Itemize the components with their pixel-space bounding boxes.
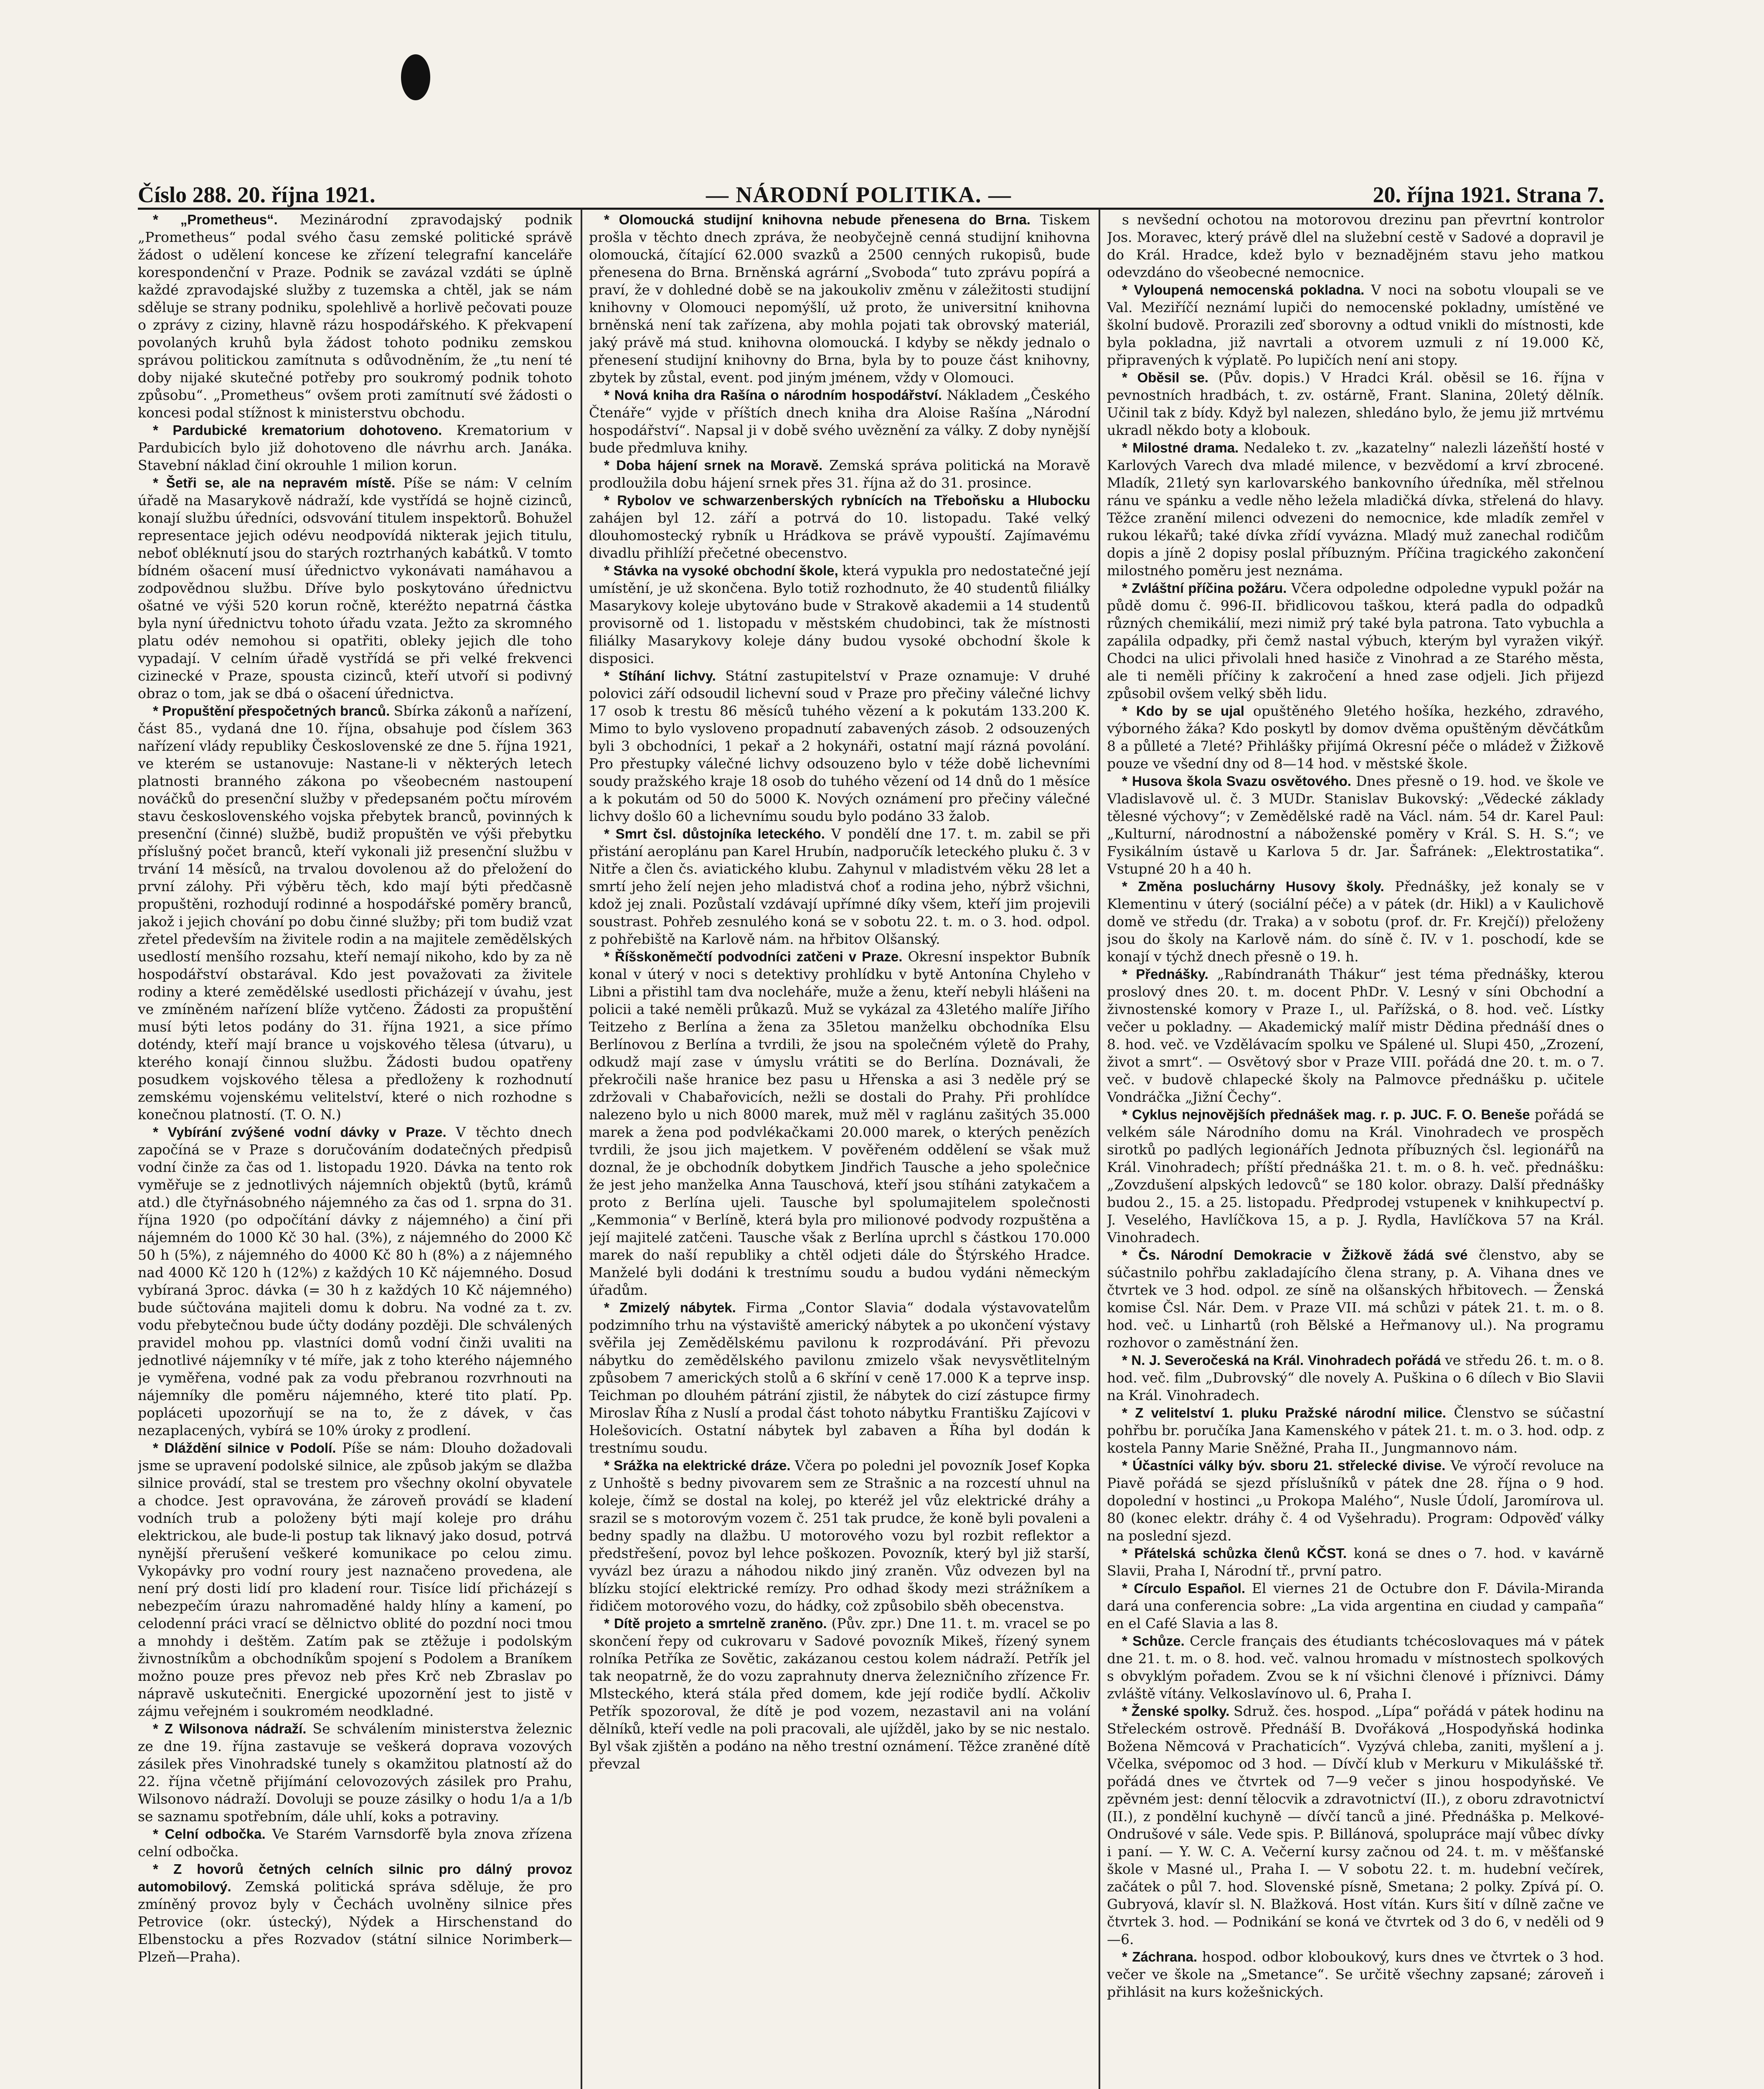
article <box>1107 579 1604 702</box>
article-title: * N. J. Severočeská na Král. Vinohradech pořádá <box>1122 1352 1445 1368</box>
article-title: * Z Wilsonova nádraží. <box>153 1721 313 1736</box>
article-body: V těchto dnech započíná se v Praze s doručováním dodatečných předpisů vodní činže za čas od 1. listopadu 1920. Dávka na tento rok vyměřuje se z jednotlivých nájemních objektů (bytů, krámů atd.) dle čtyřnásobného nájemného za čas od 1. srpna do 31. října 1920 (po odpočítání dávky z nájemného) a činí při nájemném do 1000 Kč 30 hal. (3%), z nájemného do 2000 Kč 50 h (5%), z nájemného do 4000 Kč 80 h (8%) a z nájemného nad 4000 Kč 120 h (12%) z každých 10 Kč nájemného. Dosud vybíraná 3proc. dávka (= 30 h z každých 10 Kč nájemného) bude súčtována majiteli domu k dobru. Na vodné za t. zv. vodu přebytečnou bude účty dodány později. Dle schválených pravidel mohou pp. vlastníci domů vodní činži uvaliti na jednotlivé nájemníky v té míře, jak z toho kterého nájemného je vyměřena, vodné pak za vodu přebranou rozvrhnouti na nájemníky dle poměru nájemného, které tito platí. Pp. popláceti upozorňují se na to, že z dávek, v čas nezaplacených, vybírá se 10% úroky z prodlení. <box>138 1124 572 1438</box>
article-body: Včera po poledni jel povozník Josef Kopka z Unhoště s bedny pivovarem sem ze Strašnic a na rozcestí uhnul na koleje, čímž se dostal na kolej, po kteréž jel vůz elektrické dráhy a srazil se s motorovým vozem č. 251 tak prudce, že koně byli povaleni a bedny spadly na dlažbu. U motorového vozu byl rozbit reflektor a předstřešení, povoz byl lehce poškozen. Povozník, který byl již starší, vyvázl bez úrazu a náhodou nikdo jiný zraněn. Vůz odvezen byl na blízku stojící elektrické remízy. Pro odhad škody mezi strážníkem a řidičem motorového vozu, do hádky, což způsobilo sběh obecenstva. <box>589 1457 1090 1614</box>
article-title: * Srážka na elektrické dráze. <box>604 1458 795 1473</box>
article-body: Státní zastupitelství v Praze oznamuje: V druhé polovici září odsoudil lichevní soud v Praze pro přečiny válečné lichvy 17 osob k trestu 86 měsíců tuhého vězení a k pokutám 133.200 K. Mimo to bylo vysloveno propadnutí zabavených zásob. 2 odsouzených byli 3 obchodníci, 1 pekař a 2 hokynáři, ostatní mají rázná povolání. Pro přestupky válečné lichvy odsouzeno bylo v téže době lichevními soudy pražského kraje 18 osob do tuhého vězení od 14 dnů do 1 měsíce a k pokutám od 50 do 5000 K. Nových oznámení pro přečiny válečné lichvy došlo 60 a lichevnímu soudu bylo podáno 33 žalob. <box>589 668 1090 824</box>
article <box>138 211 572 422</box>
article-body: Mezinárodní zpravodajský podnik „Prometheus“ podal svého času zemské politické správě žádost o udělení koncese ke zřízení telegrafní kanceláře korespondenční v Praze. Podnik se zavázal vzdáti se úplně každé zpravodajské služby z tuzemska a chtěl, jak se nám sděluje se strany podniku, spolehlivě a horlivě pečovati pouze o zprávy z ciziny, hlavně rázu hospodářského. K překvapení povolaných kruhů byla žádost tohoto podniku zemskou správou politickou zamítnuta s odůvodněním, že „tu není té doby nijaké skutečné potřeby pro soukromý podnik tohoto způsobu“. „Prometheus“ ovšem proti zamítnutí své žádosti o koncesi podal stížnost k ministerstvu obchodu. <box>138 211 572 421</box>
article-title: * Zmizelý nábytek. <box>604 1300 746 1315</box>
article-body: V noci na sobotu vloupali se ve Val. Meziříčí neznámí lupiči do nemocenské pokladny, umístěné ve školní budově. Prorazili zeď sborovny a odtud vnikli do místnosti, kde byla pokladna, již navrtali a otvorem uzmuli z ní 19.000 Kč, připravených k výplatě. Po lupičích není ani stopy. <box>1107 282 1604 368</box>
article <box>1107 1632 1604 1703</box>
article <box>1107 773 1604 878</box>
article-title: * Olomoucká studijní knihovna nebude přenesena do Brna. <box>604 212 1040 227</box>
article <box>589 667 1090 825</box>
article-body: koná se dnes o 7. hod. v kavárně Slavii, Praha I, Národní tř., první patro. <box>1107 1545 1604 1579</box>
article-title: * Čs. Národní Demokracie v Žižkově žádá své <box>1122 1247 1479 1263</box>
column-1 <box>138 211 572 2089</box>
article <box>589 211 1090 386</box>
article-title: * Účastníci války býv. sboru 21. střelecké divise. <box>1122 1458 1451 1473</box>
article <box>589 1457 1090 1615</box>
article <box>1107 211 1604 281</box>
article <box>1107 1404 1604 1457</box>
article-title: * Pardubické krematorium dohotoveno. <box>153 422 457 438</box>
article-title: * Záchrana. <box>1122 1949 1202 1964</box>
article <box>138 474 572 702</box>
article-body: členstvo, aby se súčastnilo pohřbu zakladajícího člena strany, p. A. Vihana dnes ve čtvrtek ve 3 hod. odpol. ze síně na olšanských hřbitovech. — Ženská komise Čsl. Nár. Dem. v Praze VII. má schůzi v pátek 21. t. m. o 8. hod. več. u Linhartů (roh Bělské a Heřmanovy ul.). Na programu rozhovor o zaměstnání žen. <box>1107 1247 1604 1351</box>
article-body: Okresní inspektor Bubník konal v úterý v noci s detektivy prohlídku v bytě Antonína Chyleho v Libni a přistihl tam dva nocleháře, muže a ženu, kteří nebyli hlášeni na policii a také neměli průkazů. Muž se vykázal za 43letého malíře Jiřího Teitzeho z Berlína a žena za 35letou manželku obchodníka Elsu Berlínovou z Berlína a tvrdili, že jsou na společném výletě do Prahy, odkudž mají zase v úmyslu vrátiti se do Berlína. Doznávali, že překročili naše hranice bez pasu u Hřenska a asi 3 neděle prý se zdržovali v Chabařovicích, nežli se dostali do Prahy. Při prohlídce nalezeno bylo u nich 8000 marek, muž měl v raglánu zašitých 35.000 marek a žena pod podvlékačkami 20.000 marek, o kterých penězích tvrdili, že jsou jich majetkem. V pověřeném oddělení se však muž doznal, že je obchodník dobytkem Jindřich Tausche a jeho společnice že jest jeho manželka Anna Tauschová, kteří jsou stíháni zatykačem a proto z Berlína ujeli. Tausche byl spolumajitelem společnosti „Kemmonia“ v Berlíně, která byla pro milionové podvody rozpuštěna a její majitelé zatčeni. Tausche však z Berlína uprchl s částkou 170.000 marek do naší republiky a chtěl odjeti dále do Štýrského Hradce. Manželé byli dodáni k trestnímu soudu a budou vydáni německým úřadům. <box>589 948 1090 1298</box>
article <box>589 948 1090 1299</box>
article <box>589 492 1090 562</box>
article-title: * Vybírání zvýšené vodní dávky v Praze. <box>153 1124 456 1140</box>
article-title: * Doba hájení srnek na Moravě. <box>604 457 830 473</box>
article-body: Se schválením ministerstva železnic ze dne 19. října zastavuje se veškerá doprava vozových zásilek přes Vinohradské tunely s okamžitou platností až do 22. října včetně přijímání celovozových zásilek pro Prahu, Wilsonovo nádraží. Dovoluji se pouze zásilky o hodu 1/a a 1/b se saznamu spotřebním, dále uhlí, koks a potraviny. <box>138 1721 572 1825</box>
article-title: * „Prometheus“. <box>153 212 300 227</box>
article-body: Píše se nám: Dlouho dožadovali jsme se upravení podolské silnice, ale způsob jakým se dlažba silnice provádí, stal se trestem pro všechny okolní obyvatele a chodce. Jest opravována, že zároveň provádí se kladení vodních trub a položeny býti mají koleje pro dráhu elektrickou, ale bude-li postup tak liknavý jako dosud, potrvá nynější přerušení veškeré komunikace po celou zimu. Vykopávky pro vodní roury jest naznačeno provedena, ale není prý dosti lidí pro kladení rour. Tisíce lidí přicházejí s nebezpečím úrazu nahromaděné haldy hlíny a kamení, po celodenní práci vrací se dělnictvo oblité do pozdní noci tmou a mnohdy i deštěm. Zatím pak se ztěžuje i podolským živnostníkům a obchodníkům spojení s Podolem a Braníkem možno pouze pres převoz neb přes Krč neb Zbraslav po nápravě uskutečniti. Energické upozornění jest to jistě v zájmu veřejném i soukromém neodkladné. <box>138 1440 572 1719</box>
article <box>1107 369 1604 439</box>
article-body: Sdruž. čes. hospod. „Lípa“ pořádá v pátek hodinu na Střeleckém ostrově. Přednáší B. Dvořáková „Hospodyňská hodinka Božena Němcová v Prachaticích“. Vyzývá chleba, zaniti, myšlení a j. Včelka, svépomoc od 3 hod. — Dívčí klub v Merkuru v Mikulášské tř. pořádá dnes ve čtvrtek od 7—9 večer s jinou hospodyňské. Ve zpěvném jest: denní tělocvik a zdravotnictví (II.), z oboru zdravotnictví (II.), z pondělní kuchyně — dívčí tanců a jiné. Přednáška p. Melkové-Ondrušové v sále. Vede spis. P. Billánová, spolupráce mají vůbec dívky i paní. — Y. W. C. A. Večerní kursy začnou od 24. t. m. v měšťanské škole v Masné ul., Praha I. — V sobotu 22. t. m. hudební večírek, začátek o půl 7. hod. Slovenské písně, Smetana; 2 polky. Zpívá pí. O. Gubryová, klavír sl. N. Blažková. Host vítán. Kurs šití v dílně začne ve čtvrtek 3. hod. — Podnikání se koná ve čtvrtek od 3 do 6, v neděli od 9—6. <box>1107 1703 1604 1947</box>
article-body: Krematorium v Pardubicích bylo již dohotoveno dle návrhu arch. Janáka. Stavební náklad činí okrouhle 1 milion korun. <box>138 422 572 473</box>
masthead-title: — NÁRODNÍ POLITIKA. — <box>706 182 1012 207</box>
article-body: El viernes 21 de Octubre don F. Dávila-Miranda dará una conferencia sobre: „La vida argentina en ciudad y campaña“ en el Café Slavia a las 8. <box>1107 1580 1604 1632</box>
article-title: * Círculo Español. <box>1122 1581 1252 1596</box>
article-body: Nákladem „Českého Čtenáře“ vyjde v příštích dnech kniha dra Aloise Rašína „Národní hospodářství“. Napsal ji v době svého uvěznění za války. Z doby nynější bude předmluva knihy. <box>589 387 1090 456</box>
article <box>589 1615 1090 1773</box>
article-title: * Dítě projeto a smrtelně zraněno. <box>604 1616 832 1631</box>
article <box>138 422 572 474</box>
article <box>589 562 1090 667</box>
article-body: Sbírka zákonů a nařízení, část 85., vydaná dne 10. října, obsahuje pod číslem 363 nařízení vlády republiky Československé ze dne 5. října 1921, ve kterém se ustanovuje: Nastane-li v některých letech platnosti branného zákona po všeobecném nastoupení nováčků do presenční služby v předepsaném počtu mírovém stavu československého vojska přebytek branců, povinných k presenční (činné) službě, budiž propuštěn ve výši přebytku příslušný počet branců, kteří vykonali již presenční službu v trvání 14 měsíců, na trvalou dovolenou až do přeložení do první zálohy. Při výběru těch, kdo mají býti předčasně propuštěni, rozhodují rodinné a hospodářské poměry branců, jakož i jejich chování po dobu činné služby; při tom budiž vzat zřetel především na živitele rodin a na majitele zemědělských usedlostí menšího rozsahu, kteří nemají nikoho, kdo by za ně hospodářství obstarával. Kdo jest považovati za živitele rodiny a které zemědělské usedlosti přicházejí v úvahu, jest ve zmíněném nařízení blíže vytčeno. Žádosti za propuštění musí býti letos podány do 31. října 1921, a sice přímo doténdy, kteří mají brance u vojskového tělesa (útvaru), u kterého konají činnou službu. Žádosti budou opatřeny posudkem vojskového tělesa a předloženy k rozhodnutí zemskému vojenskému velitelství, které o nich rozhodne s konečnou platností. (T. O. N.) <box>138 703 572 1123</box>
article-title: * Propuštění přespočetných branců. <box>153 703 394 719</box>
article-body: Členstvo se súčastní pohřbu br. poručíka Jana Kamenského v pátek 21. t. m. o 3. hod. odp. z kostela Panny Marie Sněžné, Praha II., Jungmannovo nám. <box>1107 1405 1604 1456</box>
article <box>589 825 1090 948</box>
article-title: * Cyklus nejnovějších přednášek mag. r. p. JUC. F. O. Beneše <box>1122 1107 1535 1122</box>
article-body: Tiskem prošla v těchto dnech zpráva, že neobyčejně cenná studijní knihovna olomoucká, čítající 62.000 svazků a 2500 cenných rukopisů, bude přenesena do Brna. Brněnská agrární „Svoboda“ tuto zprávu popírá a praví, že v dohledné době se na jakoukoliv změnu v záležitosti studijní knihovny v Olomouci nepomýšlí, už proto, že universitní knihovna brněnská není tak zařízena, aby mohla pojati tak obrovský materiál, jaký právě má stud. knihovna olomoucká. I kdyby se někdy jednalo o přenesení studijní knihovny do Brna, byla by to pouze část knihovny, zbytek by zůstal, event. pod jiným jménem, vždy v Olomouci. <box>589 211 1090 386</box>
article-title: * Říšskoněmečtí podvodníci zatčeni v Praze. <box>604 949 908 964</box>
issue-date: Číslo 288. 20. října 1921. <box>138 182 376 207</box>
article-body: Firma „Contor Slavia“ dodala výstavovatelům podzimního trhu na výstaviště americký nábytek a po ukončení výstavy svěřila jej Zemědělskému pavilonu k rozprodávání. Při převozu nábytku do zemědělského pavilonu zmizelo však nevysvětlitelným způsobem 7 amerických stolů a 6 skříní v ceně 17.000 K a teprve insp. Teichman po dlouhém pátrání zjistil, že nábytek do cizí zástupce firmy Miroslav Říha z Nuslí a prodal část tohoto nábytku Františku Zajícovi v Holešovicích. Ostatní nábytek byl zabaven a Říha byl dodán k trestnímu soudu. <box>589 1299 1090 1456</box>
article-body: V pondělí dne 17. t. m. zabil se při přistání aeroplánu pan Karel Hrubín, nadporučík leteckého pluku č. 3 v Nitře a člen čs. aviatického klubu. Zahynul v mladistvém věku 28 let a smrtí jeho želí nejen jeho mladistvá choť a rodina jeho, nýbrž všichni, kdož jej znali. Pozůstalí vzdávají upřímné díky všem, kteří jim projevili soustrast. Pohřeb zesnulého koná se v sobotu 22. t. m. o 3. hod. odpol. z pohřebiště na Karlově nám. na hřbitov Olšanský. <box>589 826 1090 947</box>
article <box>138 1439 572 1720</box>
article-body: která vypukla pro nedostatečné její umístění, je už skončena. Bylo totiž rozhodnuto, že 40 studentů filiálky Masarykovy koleje ubytováno bude v Strakově akademii a 14 studentů provisorně od 1. listopadu v městském chudobinci, tak že místnosti filiálky Masarykovy koleje dány budou vysoké obchodní škole k disposici. <box>589 562 1090 666</box>
article-title: * Schůze. <box>1122 1633 1190 1649</box>
article <box>138 1720 572 1825</box>
punch-hole <box>401 54 430 100</box>
article-body: zahájen byl 12. září a potrvá do 10. listopadu. Také velký dlouhomostecký rybník u Hrádkova se právě vypouští. Zajímavému divadlu přihlíží přečetné obecenstvo. <box>589 510 1090 561</box>
article <box>138 1825 572 1860</box>
article-body: (Pův. dopis.) V Hradci Král. oběsil se 16. října v pevnostních hradbách, t. zv. ostárně, Frant. Slanina, 20letý dělník. Učinil tak z bídy. Když byl nalezen, shledáno bylo, že jemu již mrtvému ukradl někdo boty a klobouk. <box>1107 369 1604 438</box>
article-title: * Husova škola Svazu osvětového. <box>1122 773 1356 789</box>
article <box>589 1299 1090 1457</box>
article <box>1107 878 1604 966</box>
article-body: „Rabíndranáth Thákur“ jest téma přednášky, kterou proslový dnes 20. t. m. docent PhDr. V. Lesný v síni Obchodní a živnostenské komory v Praze I., ul. Pařížská, o 8. hod. več. Lístky večer u pokladny. — Akademický malíř mistr Dědina přednáší dnes o 8. hod. več. ve Vzdělávacím spolku ve Spálené ul. Slupi 450, „Zrození, život a smrt“. — Osvětový sbor v Praze VIII. pořádá dne 20. t. m. o 7. več. v budově chlapecké školy na Palmovce přednášku p. učitele Vondráčka „Jižní Čechy“. <box>1107 966 1604 1105</box>
article <box>1107 702 1604 773</box>
article <box>1107 1703 1604 1948</box>
article-title: * Celní odbočka. <box>153 1826 272 1842</box>
column-2 <box>589 211 1090 2089</box>
article-title: * Přátelská schůzka členů KČST. <box>1122 1545 1354 1561</box>
article <box>1107 1545 1604 1580</box>
article-title: * Kdo by se ujal <box>1122 703 1254 719</box>
article-title: * Z velitelství 1. pluku Pražské národní milice. <box>1122 1405 1454 1421</box>
article-title: * Oběsil se. <box>1122 370 1218 385</box>
article <box>1107 1246 1604 1352</box>
article-title: * Nová kniha dra Rašína o národním hospodářství. <box>604 387 947 403</box>
article <box>1107 1106 1604 1246</box>
article-title: * Šetři se, ale na nepravém místě. <box>153 475 404 490</box>
article <box>589 457 1090 492</box>
article-body: Píše se nám: V celním úřadě na Masarykově nádraží, kde vystřídá se hojně cizinců, konají službu úředníci, odsvování titulem inspektorů. Bohužel representace jejich odévu neodpovídá nikterak jejich titulu, neboť obléknutí jsou do starých roztrhaných kabátků. V tomto bídném ošacení musí úřednictvo vykonávati namáhavou a zodpovědnou službu. Dříve bylo poskytováno úřednictvu ošatné ve výši 520 korun ročně, kteréžto nepatrná částka byla nyní úřednictvu tohoto úřadu vzata. Ježto za skromného platu odév nemohou si opatřiti, obleky jejich dle toho vypadají. V celním úřadě vystřídá se při velké frekvenci cizinecké v Praze, spousta cizinců, kteří utvoří si podivný obraz o tom, jak se dbá o ošacení úřednictva. <box>138 475 572 701</box>
column-3 <box>1107 211 1604 2089</box>
article-body: (Pův. zpr.) Dne 11. t. m. vracel se po skončení řepy od cukrovaru v Sadové povozník Mikeš, řízený synem rolníka Petříka ze Sovětic, zakázanou cestou kolem nádraží. Petřík jel tak neopatrně, že do vozu zaprahnuty dnerva železničního zřízence Fr. Mlsteckého, která stála před domem, kde její rodiče bydlí. Ačkoliv Petřík spozoroval, že dítě je pod vozem, nezastavil ani na volání dělníků, kteří vedle na poli pracovali, ale ujížděl, jako by se nic nestalo. Byl však zjištěn a podáno na něho trestní oznámení. Těžce zraněné dítě převzal <box>589 1615 1090 1772</box>
article-body: Včera odpoledne odpoledne vypukl požár na půdě domu č. 996-II. břidlicovou taškou, která padla do odpadků různých chemikálií, mezi nimiž prý také byla patrona. Tato vybuchla a zapálila odpadky, při čemž nastal výbuch, kterým byl vyražen vikýř. Chodci na ulici přivolali hned hasiče z Vinohrad a ze Starého města, ale ti neměli příčiny k zakročení a hned zase odjeli. Jich přijezd způsobil ovšem velký sběh lidu. <box>1107 580 1604 701</box>
article-body: Nedaleko t. zv. „kazatelny“ nalezli lázeňští hosté v Karlových Varech dva mladé milence, v bezvědomí a krví zbrocené. Mladík, 21letý syn karlovarského bankovního úředníka, měl střelnou ránu ve spánku a vedle něho ležela mladičká dívka, střelená do hlavy. Těžce zranění milenci odvezeni do nemocnice, kde mladík zemřel v rukou lékařů; také dívka zřídí vyvázna. Mladý muž zanechal rodičům dopis a jíně 2 dopisy poslal příbuzným. Příčina tragického zakončení milostného poměru jest neznáma. <box>1107 440 1604 579</box>
article-title: * Milostné drama. <box>1122 440 1244 455</box>
article <box>1107 439 1604 579</box>
article <box>1107 1352 1604 1404</box>
article-title: * Vyloupená nemocenská pokladna. <box>1122 282 1371 297</box>
article-body: hospod. odbor kloboukový, kurs dnes ve čtvrtek o 3 hod. večer ve škole na „Smetance“. Se určitě všechny zapsané; zároveň i přihlásit na kurs kožešnických. <box>1107 1949 1604 2000</box>
page-header <box>138 173 1604 213</box>
article-body: s nevšední ochotou na motorovou drezinu pan převrtní kontrolor Jos. Moravec, který právě dlel na služební cestě v Sadové a dopravil je do Král. Hradce, kdež bylo v beznadějném stavu jeho matkou odevzdáno do všeobecné nemocnice. <box>1107 211 1604 280</box>
article <box>1107 1580 1604 1632</box>
article-title: * Stávka na vysoké obchodní škole, <box>604 563 843 578</box>
article-body: Ve výročí revoluce na Piavě pořádá se sjezd příslušníků v pátek dne 28. října o 9 hod. dopolední v hostinci „u Prokopa Malého“, Nusle Údolí, Jaromírova ul. 80 (konec elektr. dráhy č. 4 od Vyšehradu). Program: Odpověď války na poslední sjezd. <box>1107 1457 1604 1544</box>
article-title: * Stíhání lichvy. <box>604 668 726 684</box>
article-body: ve středu 26. t. m. o 8. hod. več. film „Dubrovský“ dle novely A. Puškina o 6 dílech v Bio Slavii na Král. Vinohradech. <box>1107 1352 1604 1403</box>
article-title: * Přednášky. <box>1122 966 1217 982</box>
article-body: opuštěného 9letého hošíka, hezkého, zdravého, výborného žáka? Kdo poskytl by domov dvěma opuštěným děvčátkům 8 a půlleté a 7leté? Přihlášky přijímá Okresní péče o mládež v Žižkově pouze ve všední dny od 8—14 hod. v městské škole. <box>1107 703 1604 772</box>
header-rule <box>138 208 1604 210</box>
article-body: Zemská politická správa sděluje, že pro zmíněný provoz byly v Čechách uvolněny silnice přes Petrovice (okr. ústecký), Nýdek a Hirschenstand do Elbenstocku a přes Rozvadov (státní silnice Norimberk—Plzeň—Praha). <box>138 1878 572 1965</box>
article <box>138 702 572 1123</box>
article <box>1107 966 1604 1106</box>
article-body: Přednášky, jež konaly se v Klementinu v úterý (sociální péče) a v pátek (dr. Hikl) a v Kaulichově domě ve středu (dr. Traka) a v sobotu (prof. dr. Fr. Krejčí)) přeloženy jsou do školy na Karlově nám. do síně č. IV. v 1. poschodí, kde se konají v týchž dnech přesně o 19. h. <box>1107 878 1604 965</box>
article-title: * Dláždění silnice v Podolí. <box>153 1440 343 1456</box>
article-body: pořádá se velkém sále Národního domu na Král. Vinohradech ve prospěch sirotků po padlých legionářích Jednota příbuzných čsl. legionářů na Král. Vinohradech; příští přednáška 21. t. m. o 8. h. več. přednášku: „Zovzdušení alpských ledovců“ se 180 kolor. obrazy. Další přednášky budou 2., 15. a 25. listopadu. Předprodej vstupenek v knihkupectví p. J. Veselého, Havlíčkova 15, a p. J. Rydla, Havlíčkova 57 na Král. Vinohradech. <box>1107 1106 1604 1245</box>
article-title: * Z hovorů četných celních silnic pro dálný provoz automobilový. <box>138 1861 572 1894</box>
article <box>1107 1457 1604 1545</box>
article-title: * Smrt čsl. důstojníka leteckého. <box>604 826 831 841</box>
column-divider <box>581 209 582 2089</box>
article-title: * Rybolov ve schwarzenberských rybnících na Třeboňsku a Hlubocku <box>604 493 1090 508</box>
column-divider <box>1099 209 1100 2089</box>
article <box>138 1123 572 1439</box>
article <box>138 1860 572 1966</box>
article-body: Zemská správa politická na Moravě prodloužila dobu hájení srnek přes 31. října až do 31. prosince. <box>589 457 1090 491</box>
article-body: Dnes přesně o 19. hod. ve škole ve Vladislavově ul. č. 3 MUDr. Stanislav Bukovský: „Vědecké základy tělesné výchovy“; v Zemědělské radě na Václ. nám. 54 dr. Karel Paul: „Kulturní, národnostní a náboženské poměry v Král. S. H. S.“; ve Fysikálním ústavě u Karlova 5 dr. Jar. Šafránek: „Elektrostatika“. Vstupné 20 h a 40 h. <box>1107 773 1604 877</box>
article-body: Cercle français des étudiants tchécoslovaques má v pátek dne 21. t. m. o 8. hod. več. valnou hromadu v místnostech spolkových s obvyklým pořadem. Zvou se k ní všichni členové i příznivci. Dámy zvláště vítány. Velkoslavínovo ul. 6, Praha I. <box>1107 1633 1604 1702</box>
article-title: * Zvláštní příčina požáru. <box>1122 580 1291 596</box>
page-number: 20. října 1921. Strana 7. <box>1373 182 1604 207</box>
article-body: Ve Starém Varnsdorfě byla znova zřízena celní odbočka. <box>138 1826 572 1860</box>
article <box>589 386 1090 457</box>
article-title: * Změna posluchárny Husovy školy. <box>1122 879 1395 894</box>
article-title: * Ženské spolky. <box>1122 1703 1234 1719</box>
article <box>1107 281 1604 369</box>
article <box>1107 1948 1604 2001</box>
